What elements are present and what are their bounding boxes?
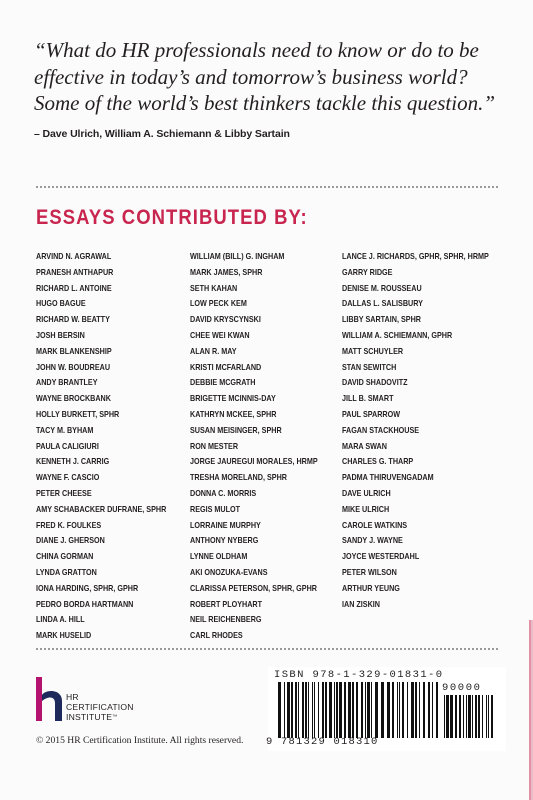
edge-stripes <box>525 620 533 800</box>
logo-line-hr: HR <box>66 692 79 702</box>
contributor-name: MATT SCHUYLER <box>342 345 404 356</box>
contributor-name: GARRY RIDGE <box>342 266 393 277</box>
contributor-name: JILL B. SMART <box>342 393 394 404</box>
contributor-name: RICHARD W. BEATTY <box>36 314 110 325</box>
contributor-name: ARTHUR YEUNG <box>342 582 400 593</box>
copyright-notice: © 2015 HR Certification Institute. All rights reserved. <box>36 735 244 746</box>
trademark-symbol: ™ <box>112 713 118 720</box>
essays-heading: ESSAYS CONTRIBUTED BY: <box>36 206 308 229</box>
contributor-name: RICHARD L. ANTOINE <box>36 282 112 293</box>
contributor-name: PADMA THIRUVENGADAM <box>342 472 434 483</box>
contributor-name: DAVID SHADOVITZ <box>342 377 408 388</box>
contributor-name: PAULA CALIGIURI <box>36 440 99 451</box>
contributor-name: TACY M. BYHAM <box>36 424 94 435</box>
quote-text: “What do HR professionals need to know or do to be effective in today’s and tomorrow’s business world? Some of the world’s best thinkers tackle this question.” <box>34 38 495 115</box>
contributor-name: BRIGETTE MCINNIS-DAY <box>190 393 276 404</box>
contributor-name: FRED K. FOULKES <box>36 519 102 530</box>
contributor-name: MARK BLANKENSHIP <box>36 345 112 356</box>
contributor-name: JOYCE WESTERDAHL <box>342 551 420 562</box>
contributor-name: AMY SCHABACKER DUFRANE, SPHR <box>36 503 167 514</box>
contributor-name: KRISTI MCFARLAND <box>190 361 262 372</box>
contributor-name: HOLLY BURKETT, SPHR <box>36 408 120 419</box>
contributor-name: MARK JAMES, SPHR <box>190 266 263 277</box>
contributor-name: ANTHONY NYBERG <box>190 535 259 546</box>
contributor-name: CARL RHODES <box>190 630 243 641</box>
contributor-name: DAVE ULRICH <box>342 487 391 498</box>
contributor-name: LYNDA GRATTON <box>36 566 97 577</box>
contributor-name: SUSAN MEISINGER, SPHR <box>190 424 282 435</box>
contributor-name: ANDY BRANTLEY <box>36 377 98 388</box>
contributor-name: PETER WILSON <box>342 566 397 577</box>
contributor-name: HUGO BAGUE <box>36 298 86 309</box>
contributor-name: WILLIAM A. SCHIEMANN, GPHR <box>342 329 453 340</box>
contributor-name: KATHRYN MCKEE, SPHR <box>190 408 277 419</box>
contributor-name: LYNNE OLDHAM <box>190 551 248 562</box>
contributor-name: WAYNE BROCKBANK <box>36 393 111 404</box>
contributor-name: FAGAN STACKHOUSE <box>342 424 420 435</box>
contributor-name: CHINA GORMAN <box>36 551 94 562</box>
contributor-name: PEDRO BORDA HARTMANN <box>36 598 134 609</box>
dotted-divider-top <box>36 186 498 188</box>
contributor-name: JORGE JAUREGUI MORALES, HRMP <box>190 456 318 467</box>
cover-quote <box>34 37 504 147</box>
price-code: 90000 <box>442 682 482 694</box>
contributor-name: CAROLE WATKINS <box>342 519 408 530</box>
contributor-name: LINDA A. HILL <box>36 614 85 625</box>
addon-bars <box>444 695 496 738</box>
logo-line-institute: INSTITUTE™ <box>66 711 118 722</box>
isbn-barcode <box>268 667 506 751</box>
contributor-name: PETER CHEESE <box>36 487 92 498</box>
contributor-name: STAN SEWITCH <box>342 361 397 372</box>
contributor-name: LANCE J. RICHARDS, GPHR, SPHR, HRMP <box>342 251 489 261</box>
contributor-name: CLARISSA PETERSON, SPHR, GPHR <box>190 582 317 593</box>
contributor-name: IONA HARDING, SPHR, GPHR <box>36 582 139 593</box>
contributor-name: CHARLES G. THARP <box>342 456 414 467</box>
contributor-name: DAVID KRYSCYNSKI <box>190 314 261 325</box>
contributor-name: ARVIND N. AGRAWAL <box>36 251 112 261</box>
contributor-name: ROBERT PLOYHART <box>190 598 263 609</box>
contributor-name: PRANESH ANTHAPUR <box>36 266 114 277</box>
contributor-name: LORRAINE MURPHY <box>190 519 261 530</box>
contributor-name: JOSH BERSIN <box>36 329 85 340</box>
contributor-name: DEBBIE MCGRATH <box>190 377 256 388</box>
contributor-name: MARA SWAN <box>342 440 387 451</box>
contributor-name: IAN ZISKIN <box>342 598 381 609</box>
contributor-name: MIKE ULRICH <box>342 503 390 514</box>
isbn-label: ISBN 978-1-329-01831-0 <box>274 669 444 681</box>
ean-bars <box>278 682 438 738</box>
contributor-name: SETH KAHAN <box>190 282 238 293</box>
contributor-name: ALAN R. MAY <box>190 345 237 356</box>
contributor-name: WILLIAM (BILL) G. INGHAM <box>190 251 285 261</box>
contributor-name: DENISE M. ROUSSEAU <box>342 282 422 293</box>
dotted-divider-bottom <box>36 648 498 650</box>
contributor-name: DALLAS L. SALISBURY <box>342 298 423 309</box>
contributors-column-1 <box>36 249 188 644</box>
contributor-name: TRESHA MORELAND, SPHR <box>190 472 287 483</box>
contributor-name: DIANE J. GHERSON <box>36 535 105 546</box>
contributor-name: JOHN W. BOUDREAU <box>36 361 111 372</box>
contributor-name: DONNA C. MORRIS <box>190 487 257 498</box>
contributor-name: SANDY J. WAYNE <box>342 535 403 546</box>
contributor-name: WAYNE F. CASCIO <box>36 472 100 483</box>
contributors-column-3 <box>342 249 513 612</box>
logo-line-certification: CERTIFICATION <box>66 701 134 712</box>
contributor-name: RON MESTER <box>190 440 239 451</box>
contributor-name: PAUL SPARROW <box>342 408 401 419</box>
contributor-name: MARK HUSELID <box>36 630 92 641</box>
contributor-name: CHEE WEI KWAN <box>190 329 250 340</box>
contributors-column-2 <box>190 249 338 644</box>
contributor-name: AKI ONOZUKA-EVANS <box>190 566 268 577</box>
contributor-name: LIBBY SARTAIN, SPHR <box>342 314 421 325</box>
ean-digits: 9 781329 018310 <box>266 736 379 748</box>
contributor-name: KENNETH J. CARRIG <box>36 456 110 467</box>
quote-attribution: – Dave Ulrich, William A. Schiemann & Libby Sartain <box>34 127 290 140</box>
hrci-logo-text <box>66 693 134 722</box>
contributor-name: NEIL REICHENBERG <box>190 614 262 625</box>
contributor-name: LOW PECK KEM <box>190 298 247 309</box>
contributor-name: REGIS MULOT <box>190 503 241 514</box>
